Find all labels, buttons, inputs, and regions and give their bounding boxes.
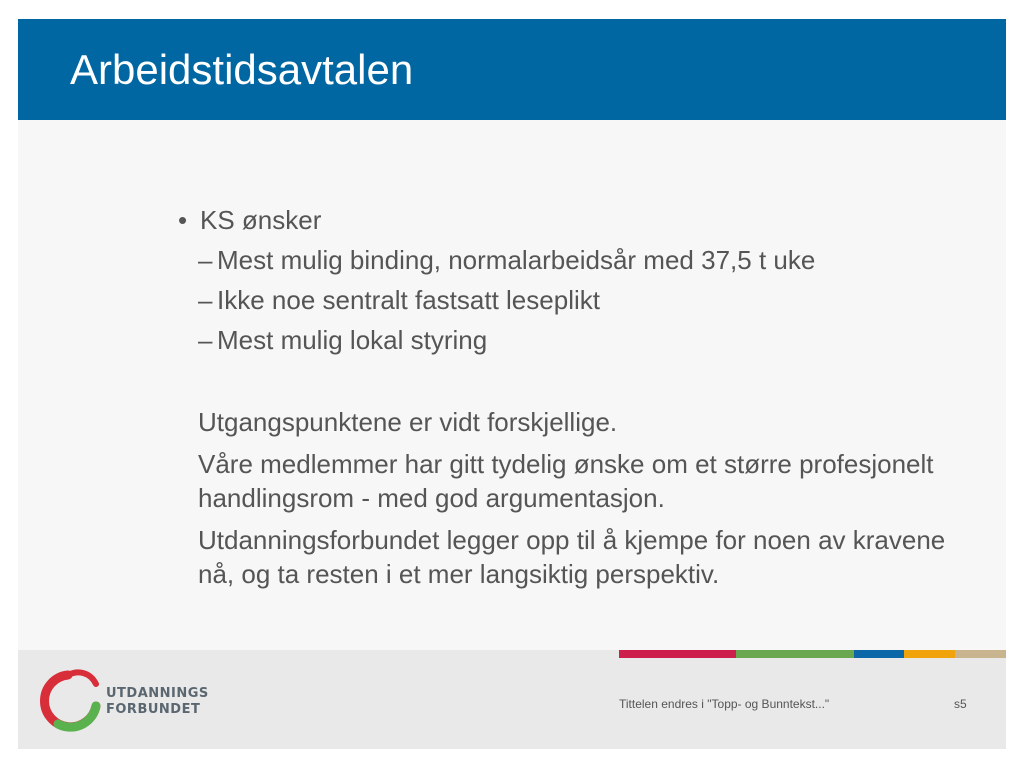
bullet-marker: • — [178, 205, 188, 235]
sub-item-text: Mest mulig lokal styring — [217, 325, 488, 355]
sub-item-binding — [198, 243, 968, 277]
page-number: s5 — [954, 697, 967, 711]
dash-marker: – — [198, 285, 213, 315]
logo-line-2: FORBUNDET — [106, 702, 201, 717]
sub-item-leseplikt — [198, 283, 968, 317]
stripe-tan — [955, 650, 1006, 658]
slide-content — [168, 203, 968, 591]
slide — [18, 19, 1006, 749]
bullet-ks — [168, 203, 968, 237]
slide-header — [18, 19, 1006, 120]
logo-wordmark — [106, 686, 209, 718]
dash-marker: – — [198, 325, 213, 355]
slide-title: Arbeidstidsavtalen — [70, 46, 414, 93]
dash-marker: – — [198, 245, 213, 275]
sub-item-text: Ikke noe sentralt fastsatt leseplikt — [217, 285, 600, 315]
paragraph-utdanningsforbundet: Utdanningsforbundet legger opp til å kjempe for noen av kravene nå, og ta resten i et mer langsiktig perspektiv. — [198, 525, 946, 589]
sub-item-lokal-styring — [198, 323, 968, 357]
stripe-blue — [854, 650, 904, 658]
paragraph-utgangspunkt: Utgangspunktene er vidt forskjellige. — [198, 407, 618, 437]
color-stripes — [619, 650, 1006, 658]
footer-text: Tittelen endres i "Topp- og Bunntekst..." — [619, 697, 830, 711]
sub-item-text: Mest mulig binding, normalarbeidsår med 37,5 t uke — [217, 245, 816, 275]
paragraph-medlemmer: Våre medlemmer har gitt tydelig ønske om et større profesjonelt handlingsrom - med god argumentasjon. — [198, 449, 934, 513]
slide-footer — [18, 650, 1006, 749]
stripe-green — [736, 650, 854, 658]
bullet-text: KS ønsker — [200, 205, 322, 235]
stripe-yellow — [904, 650, 955, 658]
utdanningsforbundet-logo — [38, 666, 238, 736]
logo-line-1: UTDANNINGS — [106, 686, 209, 701]
logo-ring-icon — [38, 666, 102, 736]
stripe-red — [619, 650, 736, 658]
